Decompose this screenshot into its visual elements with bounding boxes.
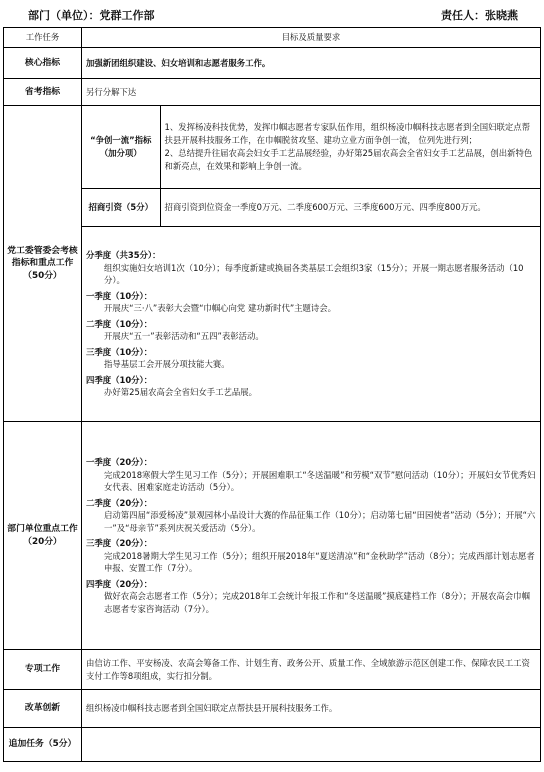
zhengchuang-text	[160, 106, 540, 188]
party-subtable-cell	[82, 106, 541, 227]
party-quarter-title: 四季度（10分）：	[86, 374, 153, 385]
zhaoshang-text: 招商引资到位资金一季度0万元、二季度600万元、三季度600万元、四季度800万元。	[160, 188, 540, 226]
row-province	[4, 79, 541, 106]
dept-quarter-text: 启动第四届“添爱杨凌”景观园林小品设计大赛的作品征集工作（10分）；启动第七届“田园使者”活动（5分）；开展“六一”及“母亲节”系列庆祝关爱活动（5分）。	[104, 510, 536, 533]
dept-quarter-title: 四季度（20分）：	[86, 578, 153, 589]
dept-label: 部门单位重点工作（20分）	[4, 422, 82, 650]
special-label: 专项工作	[4, 650, 82, 690]
document-header	[0, 7, 544, 23]
row-core	[4, 48, 541, 79]
party-quarters-cell	[82, 227, 541, 422]
row-extra	[4, 728, 541, 762]
party-label: 党工委管委会考核指标和重点工作（50分）	[4, 106, 82, 422]
zhengchuang-row	[82, 106, 540, 188]
zhaoshang-row	[82, 188, 540, 226]
special-text: 由信访工作、平安杨凌、农高会筹备工作、计划生育、政务公开、质量工作、全域旅游示范区创建工作、保障农民工工资支付工作等8项组成，实行扣分制。	[82, 650, 541, 690]
extra-text	[82, 728, 541, 762]
col-header-requirements: 目标及质量要求	[82, 28, 541, 48]
party-quarter-title: 二季度（10分）：	[86, 318, 153, 329]
party-subtable	[82, 106, 540, 226]
responsible-person: 责任人：张晓燕	[441, 9, 518, 22]
dept-quarter-title: 一季度（20分）：	[86, 457, 153, 467]
dept-quarter-title: 三季度（20分）：	[86, 538, 153, 548]
row-party-quarters	[4, 227, 541, 422]
zhengchuang-item-1: 1、发挥杨凌科技优势，发挥巾帼志愿者专家队伍作用，组织杨凌巾帼科技志愿者到全国妇联定点帮扶县开展科技服务工作，在巾帼脱贫攻坚、建功立业方面争创一流， 位列先进行列；	[164, 121, 530, 145]
fenjidu-block	[86, 249, 536, 287]
dept-quarter-2	[86, 497, 536, 535]
party-quarter-2	[86, 318, 536, 343]
extra-label: 追加任务（5分）	[4, 728, 82, 762]
party-quarter-text: 指导基层工会开展分项技能大赛。	[104, 359, 230, 370]
row-reform	[4, 690, 541, 728]
party-quarter-3	[86, 346, 536, 371]
party-quarter-text: 开展庆“三·八”表彰大会暨“巾帼心向党 建功新时代”主题诗会。	[104, 303, 337, 314]
target-table	[3, 27, 541, 762]
dept-quarter-1	[86, 456, 536, 494]
dept-quarter-3	[86, 537, 536, 575]
zhengchuang-label: “争创一流”指标（加分项）	[82, 106, 160, 188]
dept-quarters-cell	[82, 422, 541, 650]
zhaoshang-label: 招商引资（5分）	[82, 188, 160, 226]
party-quarter-title: 三季度（10分）：	[86, 346, 153, 357]
reform-text: 组织杨凌巾帼科技志愿者到全国妇联定点帮扶县开展科技服务工作。	[82, 690, 541, 728]
fenjidu-title: 分季度（共35分）：	[86, 250, 161, 261]
party-quarter-4	[86, 374, 536, 399]
department-label: 部门（单位）：党群工作部	[28, 9, 155, 22]
core-label: 核心指标	[4, 48, 82, 79]
row-dept	[4, 422, 541, 650]
dept-quarter-4	[86, 578, 536, 616]
dept-quarter-text: 完成2018暑期大学生见习工作（5分）；组织开展2018年“夏送清凉”和“金秋助学”活动（8分）；完成西部计划志愿者申报、安置工作（7分）。	[104, 550, 535, 573]
table-header-row	[4, 28, 541, 48]
reform-label: 改革创新	[4, 690, 82, 728]
dept-quarter-text: 完成2018寒假大学生见习工作（5分）；开展困难职工“冬送温暖”和劳模“双节”慰问活动（10分）；开展妇女节优秀妇女代表、困难家庭走访活动（5分）。	[104, 469, 536, 492]
party-quarter-text: 办好第25届农高会全省妇女手工艺品展。	[104, 387, 258, 398]
party-quarter-text: 开展庆“五一”表彰活动和“五四”表彰活动。	[104, 331, 264, 342]
province-label: 省考指标	[4, 79, 82, 106]
fenjidu-intro: 组织实施妇女培训1次（10分）；每季度新建或换届各类基层工会组织3家（15分）；开展一期志愿者服务活动（10分）。	[104, 262, 524, 286]
dept-quarter-title: 二季度（20分）：	[86, 497, 153, 508]
row-party-top	[4, 106, 541, 227]
dept-quarter-text: 做好农高会志愿者工作（5分）；完成2018年工会统计年报工作和“冬送温暖”摸底建档工作（8分）；开展农高会巾帼志愿者专家咨询活动（7分）。	[104, 591, 530, 614]
province-text: 另行分解下达	[82, 79, 541, 106]
party-quarter-title: 一季度（10分）：	[86, 290, 153, 301]
col-header-task: 工作任务	[4, 28, 82, 48]
party-quarter-1	[86, 290, 536, 315]
zhengchuang-item-2: 2、总结提升往届农高会妇女手工艺品展经验，办好第25届农高会全省妇女手工艺品展，创出新特色和新亮点，在效果和影响上争创一流。	[164, 147, 533, 171]
core-text: 加强新团组织建设、妇女培训和志愿者服务工作。	[82, 48, 541, 79]
row-special	[4, 650, 541, 690]
